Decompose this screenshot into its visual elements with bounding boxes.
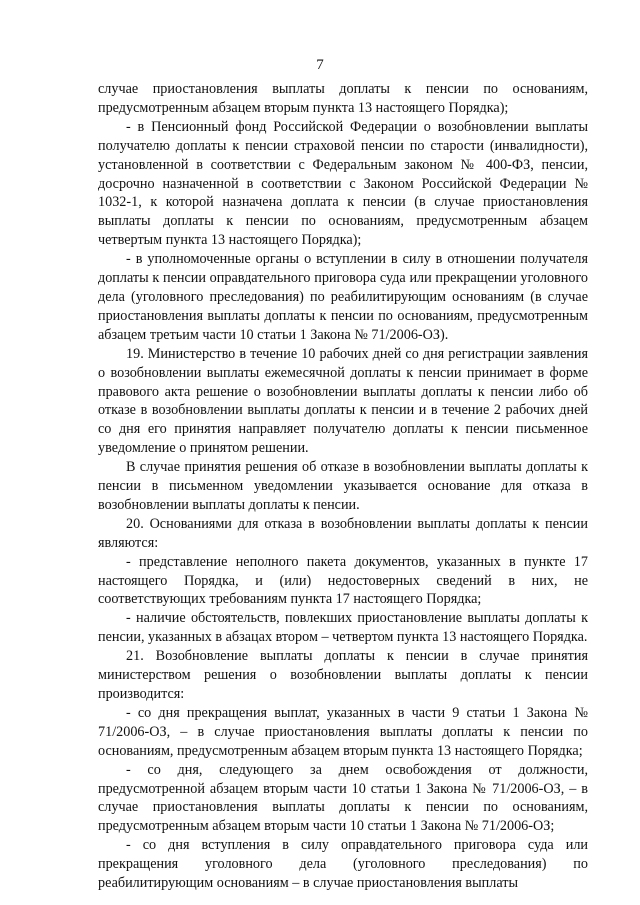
paragraph-termination-of-payments: - со дня прекращения выплат, указанных в части 9 статьи 1 Закона № 71/2006-ОЗ, – в случае приостановления выплаты доплаты к пенсии по основаниям, предусмотренным абзацем вторым пункта 13 настоящего Порядка; bbox=[98, 704, 588, 759]
paragraph-incomplete-documents: - представление неполного пакета документов, указанных в пункте 17 настоящего Порядка, и (или) недостоверных сведений в них, не соответствующих требованиям пункта 17 настоящего Порядка; bbox=[98, 553, 588, 608]
paragraph-authorized-bodies-notice: - в уполномоченные органы о вступлении в силу в отношении получателя доплаты к пенсии оправдательного приговора суда или прекращении уголовного дела (уголовного преследования) по реабилитирующим основаниям (в случае приостановления выплаты доплаты к пенсии по основаниям, предусмотренным абзацем третьим части 10 статьи 1 Закона № 71/2006-ОЗ). bbox=[98, 251, 588, 343]
paragraph-pension-fund-notice: - в Пенсионный фонд Российской Федерации о возобновлении выплаты получателю доплаты к пенсии страховой пенсии по старости (инвалидности), установленной в соответствии с Федеральным законом № 400-ФЗ, пенсии, досрочно назначенной в соответствии с Законом Российской Федерации № 1032-1, к которой назначена доплата к пенсии (в случае приостановления выплаты доплаты к пенсии по основаниям, предусмотренным абзацем четвертым пункта 13 настоящего Порядка); bbox=[98, 118, 588, 249]
paragraph-item-21: 21. Возобновление выплаты доплаты к пенсии в случае принятия министерством решения о возобновлении выплаты доплаты к пенсии производится: bbox=[98, 648, 588, 702]
page-number: 7 bbox=[316, 57, 324, 73]
paragraph-acquittal: - со дня вступления в силу оправдательного приговора суда или прекращения уголовного дела (уголовного преследования) по реабилитирующим основаниям – в случае приостановления выплаты bbox=[98, 837, 588, 892]
paragraph-release-from-office: - со дня, следующего за днем освобождения от должности, предусмотренной абзацем вторым части 10 статьи 1 Закона № 71/2006-ОЗ, – в случае приостановления выплаты доплаты к пенсии по основаниям, предусмотренным абзацем вторым части 10 статьи 1 Закона № 71/2006-ОЗ; bbox=[98, 761, 588, 835]
paragraph-item-20: 20. Основаниями для отказа в возобновлении выплаты доплаты к пенсии являются: bbox=[98, 515, 588, 551]
paragraph-circumstances: - наличие обстоятельств, повлекших приостановление выплаты доплаты к пенсии, указанных в абзацах втором – четвертом пункта 13 настоящего Порядка. bbox=[98, 610, 588, 646]
paragraph-refusal-notice: В случае принятия решения об отказе в возобновлении выплаты доплаты к пенсии в письменном уведомлении указывается основание для отказа в возобновлении выплаты доплаты к пенсии. bbox=[98, 459, 588, 513]
paragraph-item-19: 19. Министерство в течение 10 рабочих дней со дня регистрации заявления о возобновлении выплаты ежемесячной доплаты к пенсии принимает в форме правового акта решение о возобновлении выплаты доплаты к пенсии либо об отказе в возобновлении выплаты доплаты к пенсии и в течение 2 рабочих дней со дня его принятия направляет получателю доплаты к пенсии письменное уведомление о принятом решении. bbox=[98, 345, 588, 457]
paragraph-continuation: случае приостановления выплаты доплаты к пенсии по основаниям, предусмотренным абзацем вторым пункта 13 настоящего Порядка); bbox=[98, 81, 588, 116]
document-body bbox=[98, 80, 588, 893]
